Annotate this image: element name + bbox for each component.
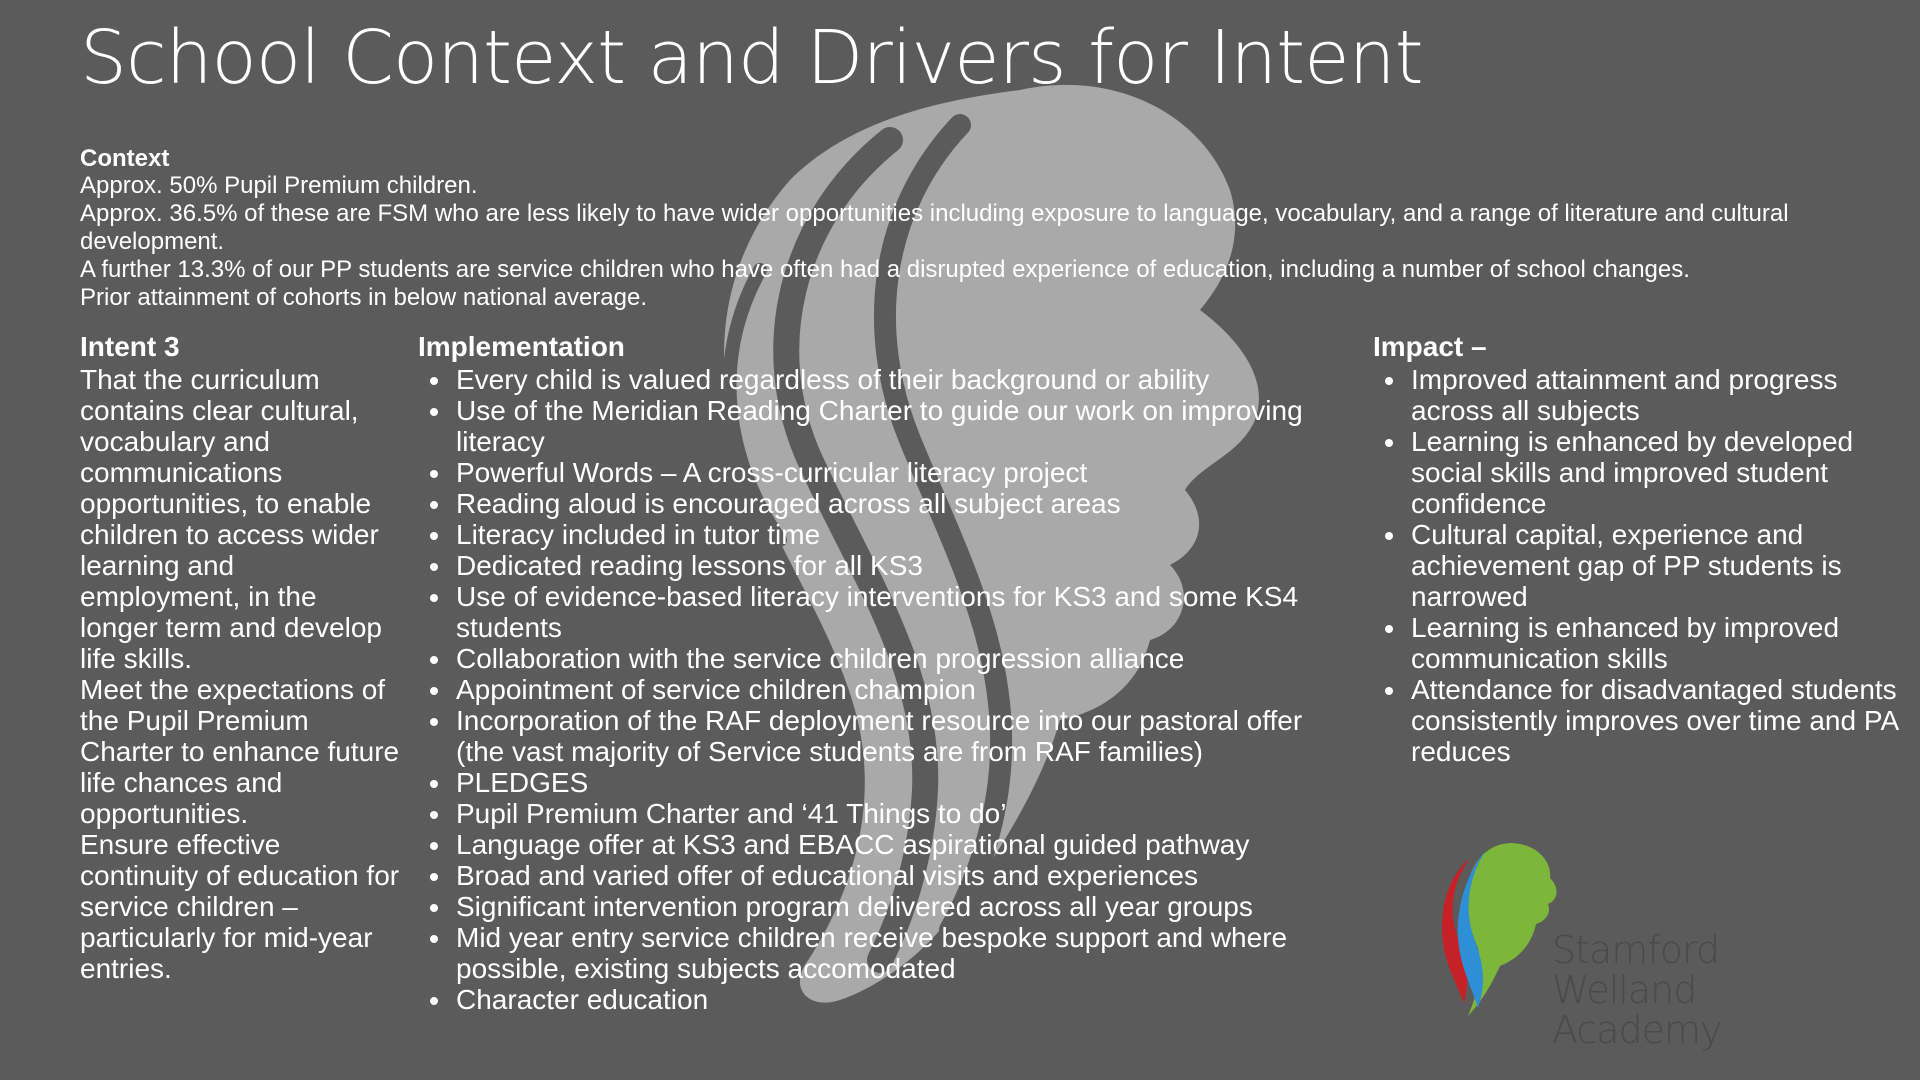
list-item-text: Collaboration with the service children progression alliance: [456, 643, 1185, 674]
intent-text: [80, 364, 400, 984]
list-item: [418, 364, 1358, 395]
list-item-text: Learning is enhanced by developed social skills and improved student confidence: [1411, 426, 1854, 519]
context-line: Prior attainment of cohorts in below national average.: [80, 284, 647, 312]
implementation-heading: Implementation: [418, 331, 625, 362]
list-item: [418, 457, 1358, 488]
bullet-icon: [1385, 625, 1393, 633]
list-item: [418, 767, 1358, 798]
list-item-text: Attendance for disadvantaged students consistently improves over time and PA reduces: [1411, 674, 1898, 767]
implementation-list: [418, 364, 1358, 1015]
list-item-text: Dedicated reading lessons for all KS3: [456, 550, 923, 581]
intent-column: [80, 330, 400, 984]
context-line: A further 13.3% of our PP students are service children who have often had a disrupted experience of education, including a number of school changes.: [80, 256, 1690, 284]
bullet-icon: [430, 997, 438, 1005]
lion-logo-icon: [1440, 838, 1560, 1018]
list-item: [1373, 426, 1903, 519]
bullet-icon: [1385, 532, 1393, 540]
academy-name-line1: Stamford Welland: [1552, 928, 1720, 1012]
bullet-icon: [430, 470, 438, 478]
bullet-icon: [1385, 377, 1393, 385]
context-section: [80, 146, 1900, 312]
academy-name: [1552, 930, 1860, 1050]
list-item: [418, 705, 1358, 767]
bullet-icon: [1385, 439, 1393, 447]
bullet-icon: [430, 656, 438, 664]
list-item-text: Use of the Meridian Reading Charter to guide our work on improving literacy: [456, 395, 1303, 457]
list-item: [1373, 612, 1903, 674]
list-item-text: Broad and varied offer of educational visits and experiences: [456, 860, 1198, 891]
bullet-icon: [430, 687, 438, 695]
list-item: [418, 891, 1358, 922]
list-item: [418, 922, 1358, 984]
list-item-text: Significant intervention program delivered across all year groups: [456, 891, 1253, 922]
list-item: [1373, 519, 1903, 612]
bullet-icon: [430, 935, 438, 943]
list-item: [418, 395, 1358, 457]
list-item-text: Cultural capital, experience and achievement gap of PP students is narrowed: [1411, 519, 1842, 612]
impact-heading: Impact –: [1373, 331, 1487, 362]
intent-paragraph: Ensure effective continuity of education for service children – particularly for mid-year entries.: [80, 829, 400, 984]
page-title: School Context and Drivers for Intent: [80, 15, 1423, 101]
list-item-text: Use of evidence-based literacy interventions for KS3 and some KS4 students: [456, 581, 1299, 643]
bullet-icon: [430, 873, 438, 881]
list-item-text: Character education: [456, 984, 709, 1015]
bullet-icon: [430, 408, 438, 416]
list-item: [418, 643, 1358, 674]
context-line: Approx. 50% Pupil Premium children.: [80, 172, 478, 200]
list-item-text: PLEDGES: [456, 767, 589, 798]
bullet-icon: [430, 780, 438, 788]
bullet-icon: [430, 811, 438, 819]
academy-name-line2: Academy: [1552, 1008, 1722, 1052]
list-item: [1373, 364, 1903, 426]
impact-list: [1373, 364, 1903, 767]
implementation-column: [418, 330, 1358, 1015]
bullet-icon: [430, 718, 438, 726]
bullet-icon: [1385, 687, 1393, 695]
bullet-icon: [430, 594, 438, 602]
context-heading: Context: [80, 145, 170, 172]
list-item-text: Improved attainment and progress across all subjects: [1411, 364, 1838, 426]
list-item: [418, 550, 1358, 581]
list-item-text: Literacy included in tutor time: [456, 519, 821, 550]
list-item: [418, 798, 1358, 829]
bullet-icon: [430, 904, 438, 912]
impact-column: [1373, 330, 1903, 767]
context-line: Approx. 36.5% of these are FSM who are less likely to have wider opportunities including exposure to language, vocabulary, and a range of literature and cultural development.: [80, 200, 1789, 256]
intent-paragraph: That the curriculum contains clear cultural, vocabulary and communications opportunities, to enable children to access wider learning and employment, in the longer term and develop life skills.: [80, 364, 382, 674]
bullet-icon: [430, 501, 438, 509]
academy-logo: [1440, 838, 1860, 1052]
list-item: [1373, 674, 1903, 767]
list-item-text: Learning is enhanced by improved communication skills: [1411, 612, 1840, 674]
list-item: [418, 674, 1358, 705]
bullet-icon: [430, 532, 438, 540]
bullet-icon: [430, 842, 438, 850]
list-item: [418, 860, 1358, 891]
list-item: [418, 984, 1358, 1015]
list-item-text: Appointment of service children champion: [456, 674, 976, 705]
list-item-text: Language offer at KS3 and EBACC aspirational guided pathway: [456, 829, 1250, 860]
list-item: [418, 829, 1358, 860]
intent-heading: Intent 3: [80, 331, 180, 362]
list-item: [418, 519, 1358, 550]
list-item: [418, 488, 1358, 519]
list-item-text: Every child is valued regardless of their background or ability: [456, 364, 1210, 395]
list-item-text: Pupil Premium Charter and ‘41 Things to do’: [456, 798, 1007, 829]
list-item-text: Reading aloud is encouraged across all subject areas: [456, 488, 1121, 519]
list-item-text: Powerful Words – A cross-curricular literacy project: [456, 457, 1088, 488]
list-item-text: Incorporation of the RAF deployment resource into our pastoral offer (the vast majority of Service students are from RAF families): [456, 705, 1303, 767]
bullet-icon: [430, 377, 438, 385]
bullet-icon: [430, 563, 438, 571]
intent-paragraph: Meet the expectations of the Pupil Premium Charter to enhance future life chances and opportunities.: [80, 674, 400, 829]
list-item-text: Mid year entry service children receive bespoke support and where possible, existing subjects accomodated: [456, 922, 1288, 984]
list-item: [418, 581, 1358, 643]
